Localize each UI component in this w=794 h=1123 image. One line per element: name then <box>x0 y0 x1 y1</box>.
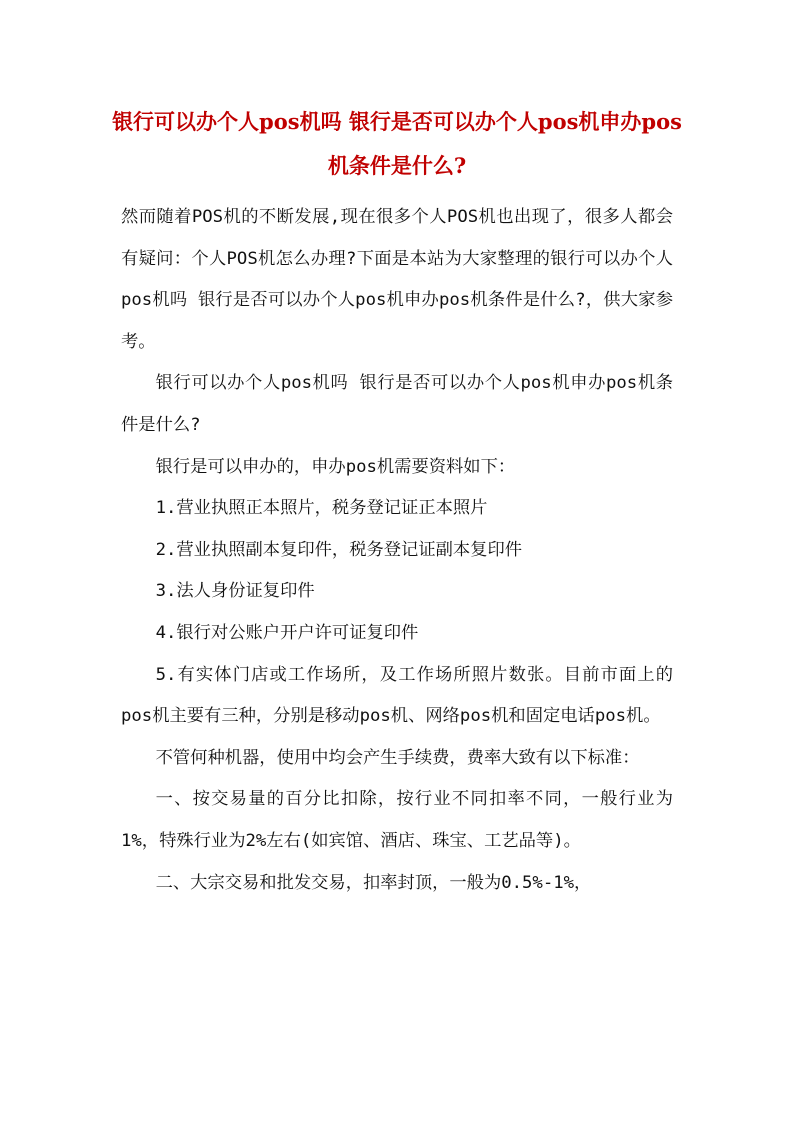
requirement-item-3: 3.法人身份证复印件 <box>155 581 315 602</box>
requirement-item-2: 2.营业执照副本复印件，税务登记证副本复印件 <box>155 539 523 560</box>
intro-paragraph: 然而随着POS机的不断发展,现在很多个人POS机也出现了，很多人都会有疑问：个人POS机怎么办理?下面是本站为大家整理的银行可以办个人pos机吗 银行是否可以办个人pos机申办pos机条件是什么?，供大家参考。 <box>121 207 673 352</box>
requirement-item-5: 5.有实体门店或工作场所，及工作场所照片数张。目前市面上的pos机主要有三种，分别是移动pos机、网络pos机和固定电话pos机。 <box>121 664 673 727</box>
document-body <box>121 197 673 904</box>
question-paragraph: 银行可以办个人pos机吗 银行是否可以办个人pos机申办pos机条件是什么? <box>121 373 673 435</box>
fee-standard-2: 二、大宗交易和批发交易，扣率封顶，一般为0.5%-1%， <box>155 872 592 893</box>
document-title: 银行可以办个人pos机吗 银行是否可以办个人pos机申办pos机条件是什么? <box>112 109 682 178</box>
fee-standard-1: 一、按交易量的百分比扣除，按行业不同扣率不同，一般行业为1%，特殊行业为2%左右(如宾馆、酒店、珠宝、工艺品等)。 <box>121 789 673 851</box>
fee-intro-paragraph: 不管何种机器，使用中均会产生手续费，费率大致有以下标准： <box>155 747 640 768</box>
answer-paragraph: 银行是可以申办的，申办pos机需要资料如下： <box>155 456 516 477</box>
requirement-item-1: 1.营业执照正本照片，税务登记证正本照片 <box>155 498 488 519</box>
requirement-item-4: 4.银行对公账户开户许可证复印件 <box>155 622 419 643</box>
